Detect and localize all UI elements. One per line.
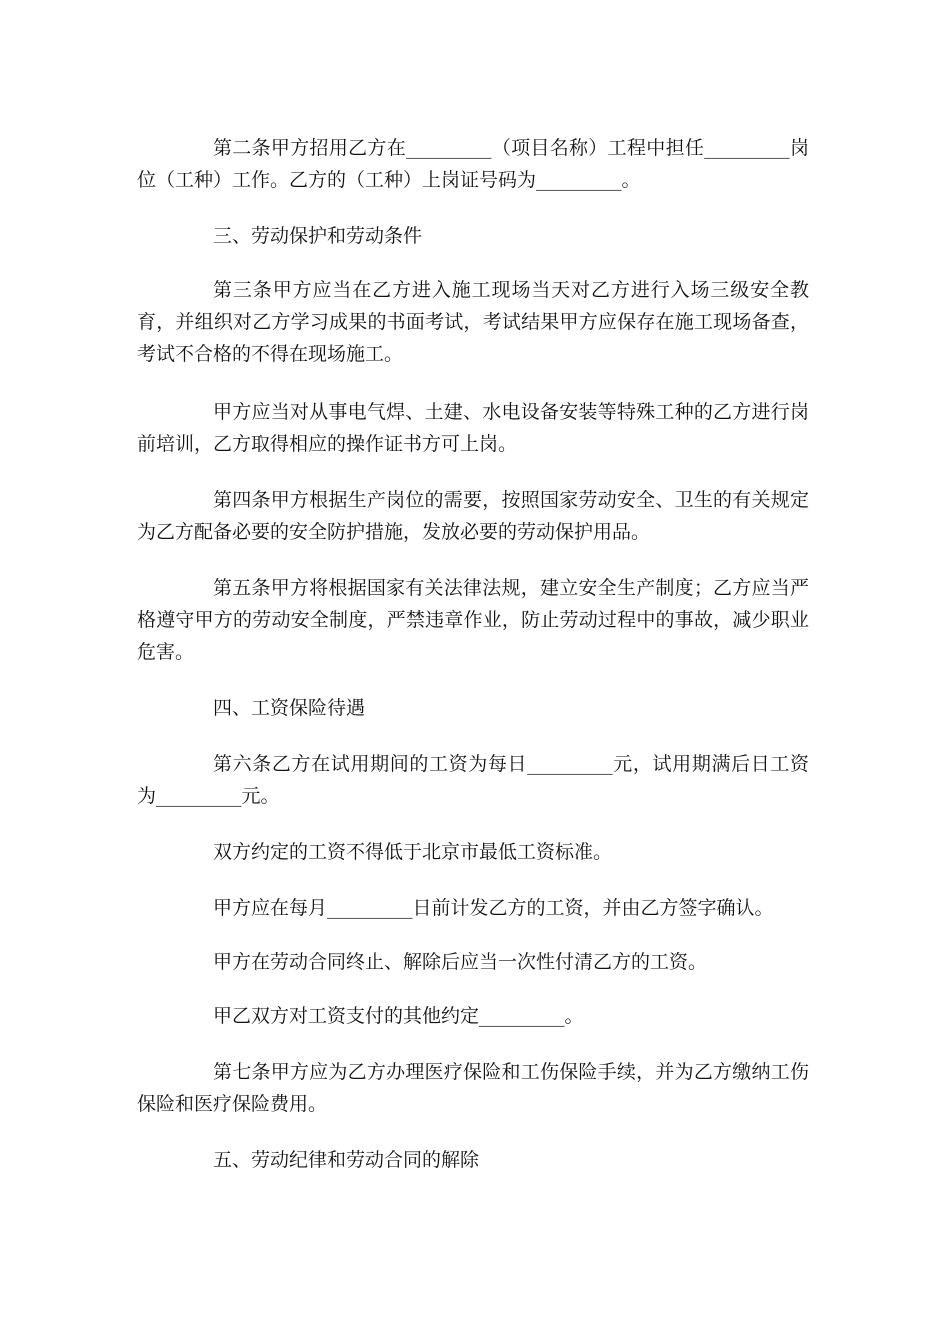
minimum-wage-paragraph: 双方约定的工资不得低于北京市最低工资标准。 xyxy=(213,841,613,863)
section-5-heading: 五、劳动纪律和劳动合同的解除 xyxy=(213,1149,480,1171)
special-training-paragraph: 甲方应当对从事电气焊、土建、水电设备安装等特殊工种的乙方进行岗前培训，乙方取得相应的操作证书方可上岗。 xyxy=(137,401,809,455)
clause-2-paragraph: 第二条甲方招用乙方在_________（项目名称）工程中担任_________岗位（工种）工作。乙方的（工种）上岗证号码为_________。 xyxy=(137,137,809,191)
section-3-heading: 三、劳动保护和劳动条件 xyxy=(213,225,423,247)
section-4-heading: 四、工资保险待遇 xyxy=(213,697,366,719)
other-agreement-paragraph: 甲乙双方对工资支付的其他约定_________。 xyxy=(213,1005,584,1027)
clause-5-paragraph: 第五条甲方将根据国家有关法律法规，建立安全生产制度；乙方应当严格遵守甲方的劳动安全制度，严禁违章作业，防止劳动过程中的事故，减少职业危害。 xyxy=(137,577,809,663)
clause-7-paragraph: 第七条甲方应为乙方办理医疗保险和工伤保险手续，并为乙方缴纳工伤保险和医疗保险费用。 xyxy=(137,1061,809,1115)
payday-paragraph: 甲方应在每月_________日前计发乙方的工资，并由乙方签字确认。 xyxy=(213,897,774,919)
clause-4-paragraph: 第四条甲方根据生产岗位的需要，按照国家劳动安全、卫生的有关规定为乙方配备必要的安全防护措施，发放必要的劳动保护用品。 xyxy=(137,489,809,543)
final-payment-paragraph: 甲方在劳动合同终止、解除后应当一次性付清乙方的工资。 xyxy=(213,951,708,973)
clause-3-paragraph: 第三条甲方应当在乙方进入施工现场当天对乙方进行入场三级安全教育，并组织对乙方学习成果的书面考试，考试结果甲方应保存在施工现场备查，考试不合格的不得在现场施工。 xyxy=(137,279,809,365)
clause-6-paragraph: 第六条乙方在试用期间的工资为每日_________元，试用期满后日工资为_________元。 xyxy=(137,753,809,807)
